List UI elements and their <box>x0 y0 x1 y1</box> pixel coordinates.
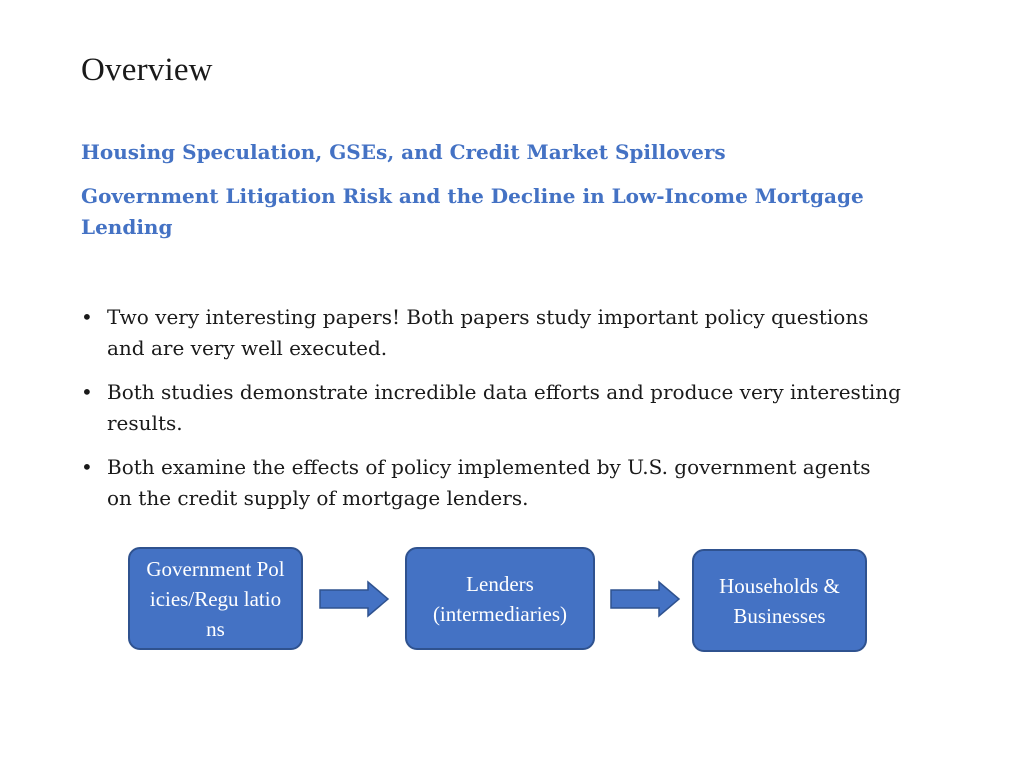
households-businesses-box <box>692 549 867 652</box>
government-policies-box <box>128 547 303 650</box>
bullet-item: • Both studies demonstrate incredible data efforts and produce very interesting results. <box>81 377 901 439</box>
households-businesses-label: Households & Businesses <box>719 573 840 628</box>
slide-title: Overview <box>81 52 213 88</box>
right-arrow-icon <box>609 580 681 618</box>
lenders-label: Lenders (intermediaries) <box>432 571 568 626</box>
bullet-item: • Two very interesting papers! Both papers study important policy questions and are very well executed. <box>81 302 901 364</box>
lenders-box <box>405 547 595 650</box>
paper-title-2: Government Litigation Risk and the Decline in Low-Income Mortgage Lending <box>81 184 864 239</box>
bullet-list <box>81 302 901 527</box>
government-policies-label: Government Policies/Regu lations <box>146 556 285 641</box>
right-arrow-icon <box>318 580 390 618</box>
paper-title-1: Housing Speculation, GSEs, and Credit Market Spillovers <box>81 140 726 164</box>
bullet-item: • Both examine the effects of policy implemented by U.S. government agents on the credit supply of mortgage lenders. <box>81 452 901 514</box>
